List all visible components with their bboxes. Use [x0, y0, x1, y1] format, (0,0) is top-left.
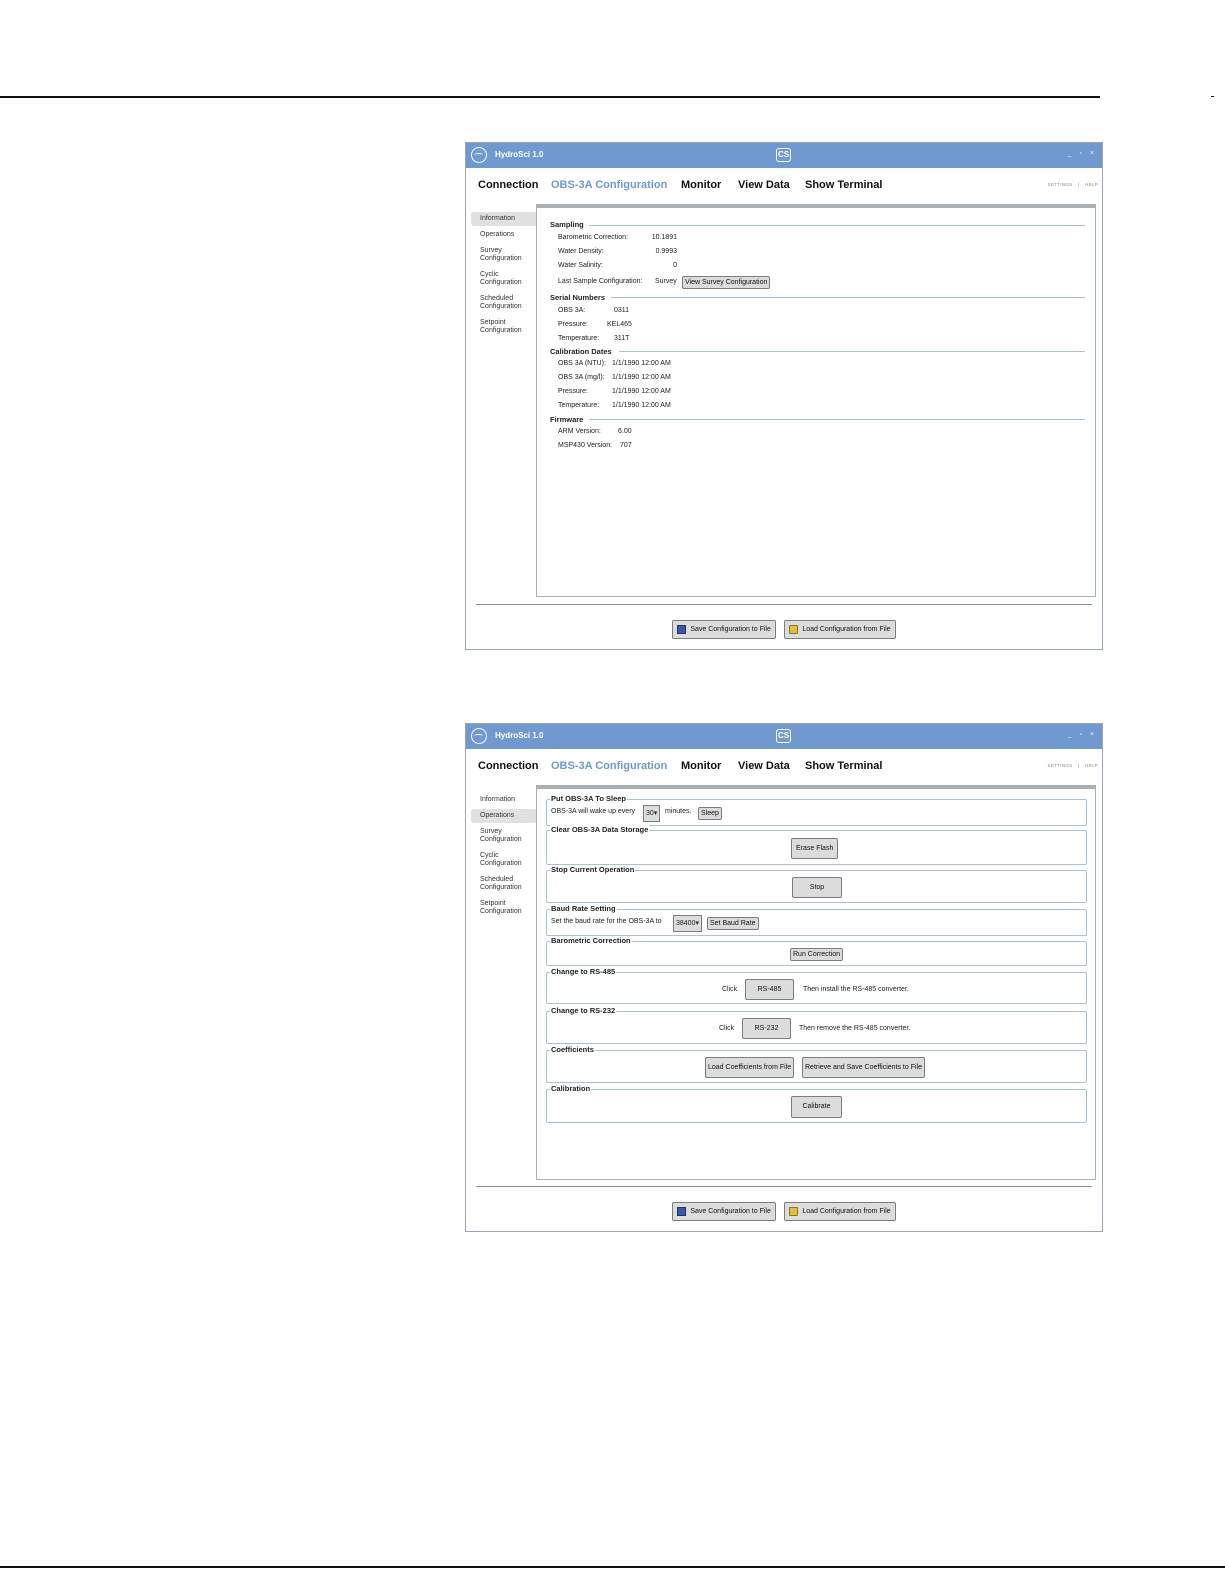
- retrieve-save-coefficients-button[interactable]: Retrieve and Save Coefficients to File: [802, 1057, 925, 1078]
- load-configuration-button[interactable]: [784, 1202, 895, 1221]
- menu-monitor[interactable]: Monitor: [681, 760, 722, 772]
- sleep-minutes-suffix: minutes.: [665, 808, 692, 815]
- save-configuration-label: Save Configuration to File: [690, 626, 771, 633]
- app-logo-icon: [471, 147, 487, 163]
- baud-text: Set the baud rate for the OBS-3A to: [551, 918, 662, 925]
- title-bar: [466, 143, 1102, 168]
- set-baud-rate-button[interactable]: Set Baud Rate: [707, 917, 759, 930]
- save-configuration-button[interactable]: [672, 1202, 776, 1221]
- ntu-date-label: OBS 3A (NTU):: [558, 360, 606, 367]
- campbell-logo-icon: CS: [776, 148, 791, 162]
- operations-panel: [536, 785, 1096, 1180]
- menu-view-data[interactable]: View Data: [738, 760, 790, 772]
- obs3a-serial-value: 0311: [614, 307, 630, 314]
- sidebar-item-survey-configuration[interactable]: Survey Configuration: [480, 247, 522, 262]
- save-configuration-button[interactable]: [672, 620, 776, 639]
- menu-monitor[interactable]: Monitor: [681, 179, 722, 191]
- erase-flash-button[interactable]: Erase Flash: [791, 838, 838, 859]
- mgl-date-label: OBS 3A (mg/l):: [558, 374, 605, 381]
- section-serial-title: Serial Numbers: [550, 293, 606, 302]
- sidebar-item-setpoint-configuration[interactable]: Setpoint Configuration: [480, 319, 522, 334]
- link-separator: |: [1077, 182, 1080, 187]
- app-window-operations: [465, 723, 1103, 1232]
- temperature-serial-value: 311T: [614, 335, 630, 342]
- group-baud-rate: [546, 904, 1087, 936]
- temperature-serial-label: Temperature:: [558, 335, 600, 342]
- footer-divider: [476, 604, 1092, 605]
- menu-obs3a-configuration[interactable]: OBS-3A Configuration: [551, 179, 668, 191]
- menu-show-terminal[interactable]: Show Terminal: [805, 760, 883, 772]
- water-salinity-value: 0: [673, 262, 677, 269]
- settings-link[interactable]: SETTINGS: [1047, 763, 1073, 768]
- group-rs232: [546, 1006, 1087, 1044]
- rs485-button[interactable]: RS-485: [745, 979, 794, 1000]
- page-rule-tick: [1211, 96, 1214, 97]
- load-configuration-label: Load Configuration from File: [802, 1208, 891, 1215]
- group-rs485-title: Change to RS-485: [551, 967, 616, 976]
- group-rs232-title: Change to RS-232: [551, 1006, 616, 1015]
- footer-buttons: [466, 1202, 1102, 1221]
- section-divider: [611, 297, 1085, 298]
- load-configuration-button[interactable]: [784, 620, 895, 639]
- baud-rate-select[interactable]: [673, 915, 702, 932]
- sidebar-item-scheduled-configuration[interactable]: Scheduled Configuration: [480, 876, 522, 891]
- group-calibration-title: Calibration: [551, 1084, 591, 1093]
- sidebar-item-setpoint-configuration[interactable]: Setpoint Configuration: [480, 900, 522, 915]
- barometric-value: 10.1891: [651, 234, 677, 241]
- barometric-label: Barometric Correction:: [558, 234, 629, 241]
- window-controls[interactable]: _ ▫ ×: [1067, 731, 1097, 738]
- save-configuration-label: Save Configuration to File: [690, 1208, 771, 1215]
- rs232-instruction-text: Then remove the RS-485 converter.: [799, 1025, 911, 1032]
- water-salinity-label: Water Salinity:: [558, 262, 603, 269]
- group-stop-title: Stop Current Operation: [551, 865, 635, 874]
- view-survey-configuration-button[interactable]: View Survey Configuration: [682, 276, 770, 289]
- group-clear-storage: [546, 825, 1087, 865]
- sleep-minutes-select[interactable]: [643, 805, 660, 822]
- ntu-date-value: 1/1/1990 12:00 AM: [612, 360, 671, 367]
- app-window-information: [465, 142, 1103, 650]
- sidebar-item-operations[interactable]: Operations: [480, 231, 515, 238]
- sidebar-item-cyclic-configuration[interactable]: Cyclic Configuration: [480, 852, 522, 867]
- group-stop-operation: [546, 865, 1087, 903]
- group-barometric-correction: [546, 936, 1087, 966]
- sidebar-item-operations[interactable]: Operations: [471, 809, 537, 823]
- stop-button[interactable]: Stop: [792, 877, 842, 898]
- sidebar-item-information[interactable]: Information: [480, 796, 516, 803]
- section-divider: [589, 225, 1085, 226]
- water-density-value: 0.9993: [655, 248, 677, 255]
- folder-open-icon: [789, 625, 798, 634]
- sleep-button[interactable]: Sleep: [698, 807, 722, 820]
- last-sample-label: Last Sample Configuration:: [558, 278, 643, 285]
- temperature-date-value: 1/1/1990 12:00 AM: [612, 402, 671, 409]
- link-separator: |: [1077, 763, 1080, 768]
- menu-view-data[interactable]: View Data: [738, 179, 790, 191]
- section-divider: [619, 351, 1085, 352]
- calibrate-button[interactable]: Calibrate: [791, 1096, 842, 1118]
- app-logo-icon: [471, 728, 487, 744]
- group-rs485: [546, 967, 1087, 1004]
- window-controls[interactable]: _ ▫ ×: [1067, 150, 1097, 157]
- last-sample-value: Survey: [655, 278, 677, 285]
- sidebar-item-scheduled-configuration[interactable]: Scheduled Configuration: [480, 295, 522, 310]
- floppy-disk-icon: [677, 625, 686, 634]
- main-menu: [466, 168, 1102, 204]
- load-configuration-label: Load Configuration from File: [802, 626, 891, 633]
- menu-show-terminal[interactable]: Show Terminal: [805, 179, 883, 191]
- msp430-version-value: 707: [620, 442, 632, 449]
- section-calibration-title: Calibration Dates: [550, 347, 612, 356]
- title-bar: [466, 724, 1102, 749]
- page-rule-bottom: [0, 1566, 1225, 1568]
- help-link[interactable]: HELP: [1085, 182, 1098, 187]
- sleep-minutes-value: 30: [646, 810, 654, 817]
- obs3a-serial-label: OBS 3A:: [558, 307, 586, 314]
- app-title: HydroSci 1.0: [495, 150, 544, 159]
- water-density-label: Water Density:: [558, 248, 604, 255]
- information-panel: [536, 204, 1096, 597]
- section-firmware-title: Firmware: [550, 415, 584, 424]
- pressure-serial-value: KEL465: [607, 321, 632, 328]
- pressure-serial-label: Pressure:: [558, 321, 588, 328]
- group-calibration: [546, 1084, 1087, 1123]
- menu-connection[interactable]: Connection: [478, 760, 539, 772]
- folder-open-icon: [789, 1207, 798, 1216]
- temperature-date-label: Temperature:: [558, 402, 600, 409]
- top-links: [1048, 182, 1098, 187]
- group-sleep-title: Put OBS-3A To Sleep: [551, 794, 627, 803]
- pressure-date-label: Pressure:: [558, 388, 588, 395]
- sidebar-item-information[interactable]: Information: [471, 212, 537, 226]
- rs485-instruction-text: Then install the RS-485 converter.: [803, 986, 909, 993]
- campbell-logo-icon: CS: [776, 729, 791, 743]
- settings-link[interactable]: SETTINGS: [1047, 182, 1073, 187]
- rs232-button[interactable]: RS-232: [742, 1018, 791, 1039]
- load-coefficients-button[interactable]: Load Coefficients from File: [705, 1057, 794, 1078]
- pressure-date-value: 1/1/1990 12:00 AM: [612, 388, 671, 395]
- menu-connection[interactable]: Connection: [478, 179, 539, 191]
- arm-version-label: ARM Version:: [558, 428, 601, 435]
- page-rule-top: [0, 96, 1100, 98]
- sidebar: [471, 793, 537, 921]
- group-baud-title: Baud Rate Setting: [551, 904, 616, 913]
- chevron-down-icon: ▾: [695, 920, 699, 927]
- footer-buttons: [466, 620, 1102, 639]
- run-correction-button[interactable]: Run Correction: [790, 948, 843, 961]
- sleep-text: OBS-3A will wake up every: [551, 808, 636, 815]
- rs485-click-text: Click: [722, 986, 738, 993]
- group-coefficients: [546, 1045, 1087, 1083]
- msp430-version-label: MSP430 Version:: [558, 442, 613, 449]
- main-menu: [466, 749, 1102, 785]
- sidebar: [471, 212, 537, 340]
- section-sampling-title: Sampling: [550, 220, 584, 229]
- footer-divider: [476, 1186, 1092, 1187]
- group-sleep: [546, 794, 1087, 826]
- rs232-click-text: Click: [719, 1025, 735, 1032]
- sidebar-item-survey-configuration[interactable]: Survey Configuration: [480, 828, 522, 843]
- group-coefficients-title: Coefficients: [551, 1045, 594, 1054]
- top-links: [1048, 763, 1098, 768]
- help-link[interactable]: HELP: [1085, 763, 1098, 768]
- sidebar-item-cyclic-configuration[interactable]: Cyclic Configuration: [480, 271, 522, 286]
- chevron-down-icon: ▾: [653, 810, 658, 817]
- app-title: HydroSci 1.0: [495, 731, 544, 740]
- arm-version-value: 6.00: [618, 428, 632, 435]
- group-baro-title: Barometric Correction: [551, 936, 631, 945]
- floppy-disk-icon: [677, 1207, 686, 1216]
- group-clear-title: Clear OBS-3A Data Storage: [551, 825, 649, 834]
- menu-obs3a-configuration[interactable]: OBS-3A Configuration: [551, 760, 668, 772]
- section-divider: [589, 419, 1085, 420]
- mgl-date-value: 1/1/1990 12:00 AM: [612, 374, 671, 381]
- baud-rate-value: 38400: [676, 920, 696, 927]
